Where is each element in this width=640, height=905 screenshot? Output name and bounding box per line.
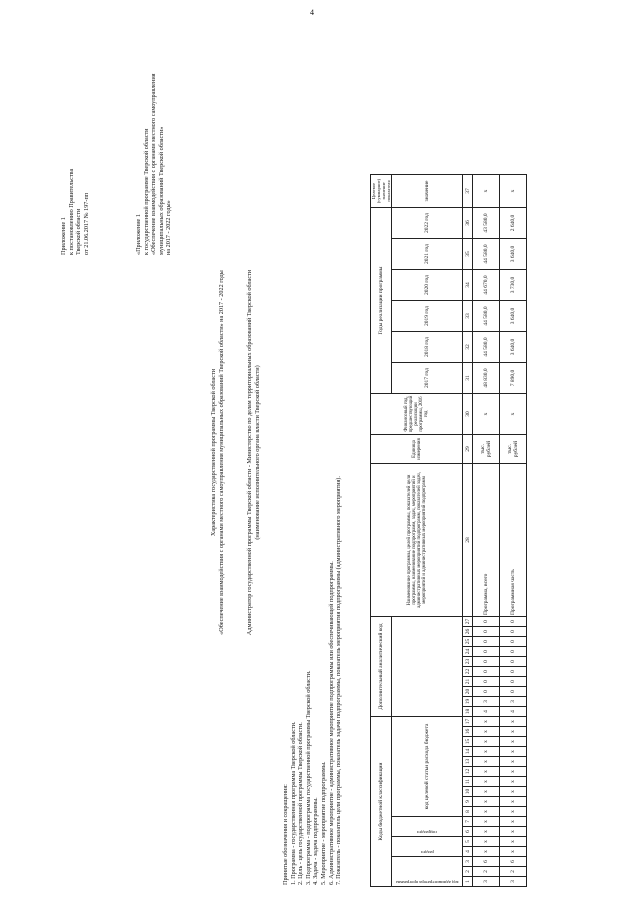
column-number: 10 xyxy=(463,787,473,797)
column-number: 12 xyxy=(463,767,473,777)
column-number: 33 xyxy=(463,301,473,332)
code-cell: х xyxy=(500,817,527,827)
column-number: 11 xyxy=(463,777,473,787)
column-number: 35 xyxy=(463,239,473,270)
row-year-value: 44 580,0 xyxy=(473,332,500,363)
characteristics-table xyxy=(370,174,527,887)
column-number: 15 xyxy=(463,737,473,747)
column-number: 20 xyxy=(463,687,473,697)
column-number: 22 xyxy=(463,667,473,677)
row-unit: тыс. рублей xyxy=(473,435,500,464)
header-year-2: 2018 год xyxy=(392,332,463,363)
column-number: 9 xyxy=(463,797,473,807)
admin-line: (наименование исполнительного органа власти Тверской области) xyxy=(253,365,261,540)
header-admin-code xyxy=(392,857,463,887)
appendix-line: к постановлению Правительства xyxy=(67,168,75,255)
code-cell: х xyxy=(500,747,527,757)
row-fin-year: х xyxy=(473,394,500,435)
column-number: 8 xyxy=(463,807,473,817)
code-cell: х xyxy=(473,737,500,747)
row-name: Программа, всего xyxy=(473,464,500,617)
abbr-item: 7. Показатель - показатель цели программы, показатель задачи подпрограммы, показатель мероприятия подпрограммы (административного мероприятия). xyxy=(335,476,343,885)
code-cell: х xyxy=(500,767,527,777)
column-number: 27 xyxy=(463,617,473,627)
code-cell: 0 xyxy=(500,627,527,637)
code-cell: х xyxy=(500,807,527,817)
code-cell: 0 xyxy=(473,617,500,627)
code-cell: 3 xyxy=(500,697,527,707)
row-unit: тыс. рублей xyxy=(500,435,527,464)
header-analytic: Дополнительный аналитический код xyxy=(371,617,392,717)
column-number: 13 xyxy=(463,757,473,767)
header-podrazdel xyxy=(392,817,463,837)
code-cell: х xyxy=(500,737,527,747)
code-cell: 0 xyxy=(500,617,527,627)
code-cell: 3 xyxy=(473,877,500,887)
page-number: 4 xyxy=(310,8,314,17)
code-cell: х xyxy=(500,727,527,737)
abbr-heading: Принятые обозначения и сокращения: xyxy=(282,784,289,885)
code-cell: 4 xyxy=(500,707,527,717)
code-cell: х xyxy=(473,777,500,787)
column-number: 1 xyxy=(463,877,473,887)
column-number: 37 xyxy=(463,175,473,208)
code-cell: 2 xyxy=(473,867,500,877)
appendix-block xyxy=(60,169,90,255)
column-number: 16 xyxy=(463,727,473,737)
column-number: 24 xyxy=(463,647,473,657)
header-codes: Коды бюджетной классификации xyxy=(371,717,392,887)
column-number: 23 xyxy=(463,657,473,667)
table-row xyxy=(500,175,527,887)
row-year-value: 43 580,0 xyxy=(473,208,500,239)
code-cell: х xyxy=(500,827,527,837)
header-target: Целевое (суммарное) значение показателя xyxy=(371,175,392,208)
row-year-value: 44 580,0 xyxy=(473,239,500,270)
header-razdel-label: раздел xyxy=(420,850,434,855)
title-line: «Обеспечение взаимодействия с органами местного самоуправления муниципальных образований Тверской области» на 2017 - 2022 годы xyxy=(217,270,225,635)
code-cell: х xyxy=(500,837,527,847)
header-name: Наименование программы, целей программы, показателей цели программы, наименование подпрограмм, задач, мероприятий и административных мероприятий подпрограмм, показателей задач, мероприятий и административных мероприятий подпрограмм xyxy=(371,464,463,617)
column-number: 5 xyxy=(463,837,473,847)
code-cell: 3 xyxy=(500,877,527,887)
header-admin-label: код администратора программы xyxy=(395,880,459,885)
header-analytic-cells xyxy=(392,617,463,717)
column-number: 3 xyxy=(463,857,473,867)
code-cell: 0 xyxy=(473,657,500,667)
code-cell: х xyxy=(500,847,527,857)
header-year-3: 2019 год xyxy=(392,301,463,332)
admin-line: Администратор государственной программы Тверской области - Министерство по делам территориальных образований Тверской области xyxy=(246,269,253,636)
abbr-item: 6. Административное мероприятие - административное мероприятие подпрограммы или обеспечивающей подпрограммы. xyxy=(327,561,335,885)
column-number: 29 xyxy=(463,435,473,464)
row-year-value: 44 670,0 xyxy=(473,270,500,301)
administrator xyxy=(246,0,261,905)
code-cell: х xyxy=(473,787,500,797)
code-cell: 0 xyxy=(500,637,527,647)
code-cell: х xyxy=(473,797,500,807)
column-number: 14 xyxy=(463,747,473,757)
code-cell: х xyxy=(473,757,500,767)
column-number: 28 xyxy=(463,464,473,617)
row-year-value: 3 730,0 xyxy=(500,270,527,301)
header-razdel xyxy=(392,837,463,857)
row-year-value: 44 580,0 xyxy=(473,301,500,332)
row-year-value: 7 890,0 xyxy=(500,363,527,394)
code-cell: х xyxy=(500,777,527,787)
code-cell: 0 xyxy=(473,677,500,687)
code-cell: 0 xyxy=(473,627,500,637)
column-number: 7 xyxy=(463,817,473,827)
column-number: 6 xyxy=(463,827,473,837)
header-unit: Единица измерения xyxy=(371,435,463,464)
table-row xyxy=(473,175,500,887)
header-value: значение xyxy=(392,175,463,208)
code-cell: 0 xyxy=(473,667,500,677)
code-cell: х xyxy=(473,807,500,817)
column-number: 17 xyxy=(463,717,473,727)
code-cell: х xyxy=(473,717,500,727)
header-fin-year: Финансовый год, предшествующий реализации программы, 2016 год xyxy=(371,394,463,435)
code-cell: х xyxy=(500,757,527,767)
header-podrazdel-label: подраздел xyxy=(417,830,437,835)
code-cell: 0 xyxy=(500,677,527,687)
code-cell: х xyxy=(473,837,500,847)
appendix-line: «Приложение 1 xyxy=(135,214,142,255)
code-cell: х xyxy=(500,717,527,727)
code-cell: х xyxy=(500,797,527,807)
abbr-item: 2. Цель - цель государственной программы Тверской области. xyxy=(297,722,305,885)
code-cell: 0 xyxy=(500,687,527,697)
column-number: 36 xyxy=(463,208,473,239)
appendix-line: «Обеспечение взаимодействия с органами местного самоуправления xyxy=(150,73,158,255)
column-number: 31 xyxy=(463,363,473,394)
code-cell: 2 xyxy=(500,867,527,877)
code-cell: 0 xyxy=(500,667,527,677)
header-year-5: 2021 год xyxy=(392,239,463,270)
header-year-4: 2020 год xyxy=(392,270,463,301)
column-number: 32 xyxy=(463,332,473,363)
code-cell: 3 xyxy=(473,697,500,707)
appendix-line: муниципальных образований Тверской области» xyxy=(157,126,165,255)
row-year-value: 2 640,0 xyxy=(500,208,527,239)
column-number: 2 xyxy=(463,867,473,877)
table-header-row xyxy=(371,175,392,887)
column-number: 30 xyxy=(463,394,473,435)
document-title xyxy=(210,0,225,905)
header-years: Годы реализации программы xyxy=(371,208,392,394)
appendix-line: на 2017 - 2022 годы» xyxy=(165,200,173,255)
row-year-value: 3 640,0 xyxy=(500,301,527,332)
title-line: Характеристика государственной программы Тверской области xyxy=(210,368,217,537)
appendix-line: к государственной программе Тверской области xyxy=(142,128,150,255)
abbr-item: 1. Программа - государственная программа Тверской области. xyxy=(289,721,297,885)
header-target-code: код целевой статьи расхода бюджета xyxy=(392,717,463,817)
column-number: 25 xyxy=(463,637,473,647)
code-cell: х xyxy=(473,847,500,857)
code-cell: 4 xyxy=(473,707,500,717)
row-year-value: 3 640,0 xyxy=(500,239,527,270)
code-cell: х xyxy=(473,817,500,827)
abbr-item: 3. Подпрограмма - подпрограмма государственной программы Тверской области. xyxy=(304,670,312,885)
appendix-line: от 21.06.2017 № 197-пп xyxy=(82,192,90,255)
code-cell: х xyxy=(473,727,500,737)
row-year-value: 48 830,0 xyxy=(473,363,500,394)
code-cell: х xyxy=(473,767,500,777)
column-number: 26 xyxy=(463,627,473,637)
code-cell: 6 xyxy=(473,857,500,867)
row-target-value: х xyxy=(473,175,500,208)
column-number: 19 xyxy=(463,697,473,707)
row-name: Программная часть xyxy=(500,464,527,617)
row-fin-year: х xyxy=(500,394,527,435)
code-cell: х xyxy=(473,827,500,837)
abbreviations xyxy=(282,476,343,885)
appendix-block-2 xyxy=(135,15,173,255)
column-number: 21 xyxy=(463,677,473,687)
code-cell: 6 xyxy=(500,857,527,867)
code-cell: 0 xyxy=(473,637,500,647)
abbr-item: 4. Задача - задача подпрограммы. xyxy=(312,797,320,885)
column-number: 18 xyxy=(463,707,473,717)
code-cell: х xyxy=(500,787,527,797)
header-year-6: 2022 год xyxy=(392,208,463,239)
code-cell: 0 xyxy=(473,687,500,697)
code-cell: 0 xyxy=(500,647,527,657)
row-target-value: х xyxy=(500,175,527,208)
appendix-line: Приложение 1 xyxy=(60,217,67,255)
code-cell: 0 xyxy=(473,647,500,657)
column-number: 4 xyxy=(463,847,473,857)
column-numbers-row xyxy=(463,175,473,887)
appendix-line: Тверской области xyxy=(75,208,83,255)
abbr-item: 5. Мероприятие - мероприятие подпрограммы. xyxy=(319,761,327,885)
column-number: 34 xyxy=(463,270,473,301)
code-cell: 0 xyxy=(500,657,527,667)
code-cell: х xyxy=(473,747,500,757)
header-year-1: 2017 год xyxy=(392,363,463,394)
row-year-value: 3 640,0 xyxy=(500,332,527,363)
